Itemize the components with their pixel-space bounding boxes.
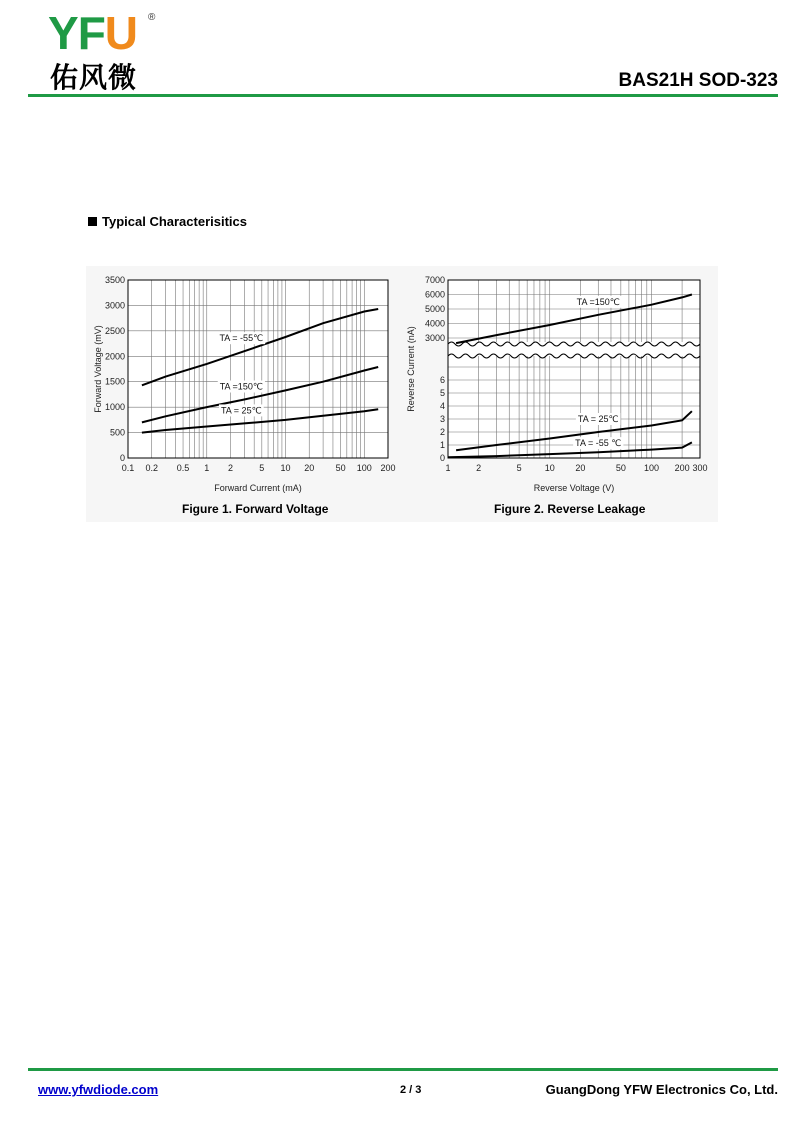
series-label: TA =150℃: [576, 296, 620, 307]
x-tick-label: 10: [280, 463, 291, 473]
document-title: BAS21H SOD-323: [618, 70, 778, 91]
y-tick-label: 1500: [104, 376, 125, 387]
y-axis-label: Forward Voltage (mV): [93, 325, 103, 413]
series-label: TA =150℃: [219, 381, 263, 392]
y-tick-label: 2: [439, 427, 445, 437]
x-tick-label: 5: [259, 463, 265, 473]
y-tick-label: 3: [439, 414, 445, 424]
y-tick-label: 2000: [104, 351, 125, 362]
section-heading: [88, 214, 247, 229]
footer-rule: [28, 1068, 778, 1071]
x-tick-label: 200: [380, 463, 396, 473]
figure1-number: Figure 1.: [182, 502, 233, 516]
square-bullet-icon: [88, 217, 97, 226]
x-tick-label: 50: [335, 463, 346, 473]
x-tick-label: 1: [204, 463, 210, 473]
y-axis-label: Reverse Current (nA): [406, 326, 416, 412]
x-tick-label: 5: [516, 463, 522, 473]
y-tick-label: 5: [439, 388, 445, 398]
x-tick-label: 2: [476, 463, 482, 473]
x-tick-label: 300: [692, 463, 708, 473]
x-tick-label: 0.5: [176, 463, 190, 473]
y-tick-label: 1: [439, 440, 445, 450]
logo-chinese-name: 佑风微: [50, 61, 138, 94]
x-tick-label: 20: [575, 463, 586, 473]
x-tick-label: 200: [674, 463, 690, 473]
section-title: Typical Characterisitics: [102, 214, 247, 229]
series-label: TA = 25℃: [220, 405, 262, 416]
series-label: TA = 25℃: [577, 414, 619, 424]
x-tick-label: 1: [445, 463, 451, 473]
forward-voltage-chart: [88, 268, 408, 498]
x-tick-label: 0.1: [121, 463, 135, 473]
y-tick-label: 0: [119, 453, 125, 463]
figure2-number: Figure 2.: [494, 502, 545, 516]
y-tick-label: 0: [439, 453, 445, 463]
y-tick-label: 1000: [104, 402, 125, 413]
y-tick-label: 500: [109, 427, 125, 438]
y-tick-label: 4000: [424, 318, 445, 329]
y-tick-label: 6000: [424, 289, 445, 300]
y-tick-label: 2500: [104, 325, 125, 336]
figure2-title: Reverse Leakage: [547, 502, 646, 516]
website-link[interactable]: www.yfwdiode.com: [38, 1082, 159, 1097]
company-logo: [48, 7, 168, 94]
series-label: TA = -55 ℃: [575, 438, 622, 449]
y-tick-label: 3000: [424, 333, 445, 343]
x-axis-label: Forward Current (mA): [214, 483, 302, 493]
page-number: 2 / 3: [400, 1084, 422, 1096]
y-tick-label: 3000: [104, 300, 125, 311]
x-tick-label: 0.2: [145, 463, 158, 473]
y-tick-label: 3500: [104, 275, 125, 285]
y-tick-label: 4: [439, 401, 445, 411]
figure1-caption: [182, 502, 328, 516]
series-label: TA = -55℃: [219, 333, 264, 344]
y-tick-label: 5000: [424, 304, 445, 314]
plot-area: [128, 280, 388, 458]
x-tick-label: 100: [356, 463, 372, 473]
header-rule: [28, 94, 778, 97]
x-tick-label: 100: [643, 463, 659, 473]
x-tick-label: 10: [544, 463, 555, 473]
x-tick-label: 50: [615, 463, 626, 473]
figure2-caption: [494, 502, 645, 516]
y-tick-label: 7000: [424, 275, 445, 285]
x-tick-label: 2: [227, 463, 233, 473]
figure1-title: Forward Voltage: [235, 502, 329, 516]
registered-mark: ®: [148, 12, 156, 23]
reverse-leakage-chart: [400, 268, 720, 498]
company-name: GuangDong YFW Electronics Co, Ltd.: [545, 1082, 778, 1097]
y-tick-label: 6: [439, 375, 445, 385]
x-tick-label: 20: [304, 463, 315, 473]
logo-letters: YFU: [48, 7, 138, 59]
x-axis-label: Reverse Voltage (V): [533, 483, 615, 493]
plot-area: [448, 280, 700, 458]
